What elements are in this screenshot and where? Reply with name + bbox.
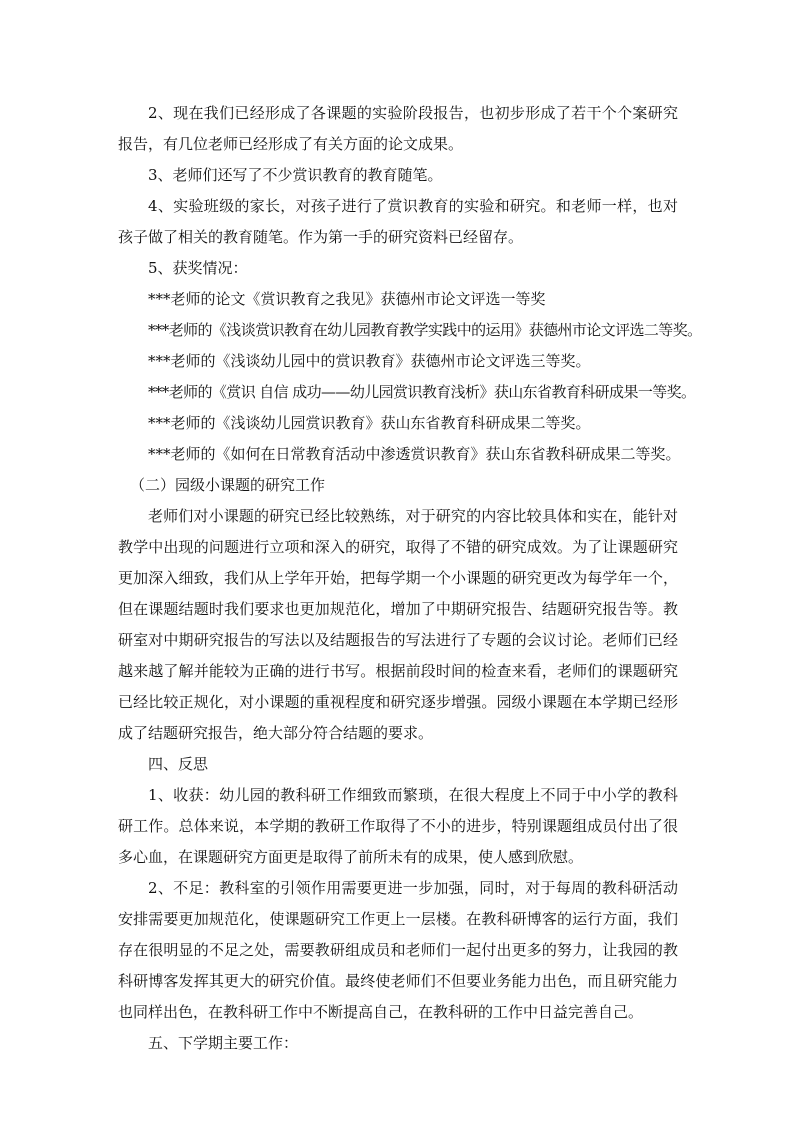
section-title-next-term: 五、下学期主要工作：	[148, 1034, 299, 1052]
document-body	[118, 98, 702, 1059]
section-title-reflection: 四、反思	[148, 755, 209, 773]
paragraph-achievement-reports: 2、现在我们已经形成了各课题的实验阶段报告，也初步形成了若干个个案研究报告，有几位老师已经形成了有关方面的论文成果。	[118, 104, 678, 153]
award-item: ***老师的《如何在日常教育活动中渗透赏识教育》获山东省教科研成果二等奖。	[148, 445, 681, 463]
paragraph-small-topics: 老师们对小课题的研究已经比较熟练，对于研究的内容比较具体和实在，能针对教学中出现的问题进行立项和深入的研究，取得了不错的研究成效。为了让课题研究更加深入细致，我们从上学年开始，把每学期一个小课题的研究更改为每学年一个，但在课题结题时我们要求也更加规范化，增加了中期研究报告、结题研究报告等。教研室对中期研究报告的写法以及结题报告的写法进行了专题的会议讨论。老师们已经越来越了解并能较为正确的进行书写。根据前段时间的检查来看，老师们的课题研究已经比较正规化，对小课题的重视程度和研究逐步增强。园级小课题在本学期已经形成了结题研究报告，绝大部分符合结题的要求。	[118, 507, 678, 742]
section-title-small-topics: （二）园级小课题的研究工作	[130, 476, 326, 494]
award-item: ***老师的《浅谈幼儿园赏识教育》获山东省教育科研成果二等奖。	[148, 414, 591, 432]
paragraph-parents-research: 4、实验班级的家长，对孩子进行了赏识教育的实验和研究。和老师一样，也对孩子做了相关的教育随笔。作为第一手的研究资料已经留存。	[118, 197, 678, 246]
paragraph-awards-heading: 5、获奖情况：	[148, 259, 248, 277]
paragraph-education-essays: 3、老师们还写了不少赏识教育的教育随笔。	[148, 166, 443, 184]
award-item: ***老师的《浅谈赏识教育在幼儿园教育教学实践中的运用》获德州市论文评选二等奖。	[148, 321, 702, 339]
award-item: ***老师的《赏识 自信 成功——幼儿园赏识教育浅析》获山东省教育科研成果一等奖。	[148, 383, 696, 401]
paragraph-shortcomings: 2、不足：教科室的引领作用需要更进一步加强，同时，对于每周的教科研活动安排需要更加规范化，使课题研究工作更上一层楼。在教科研博客的运行方面，我们存在很明显的不足之处，需要教研组成员和老师们一起付出更多的努力，让我园的教科研博客发挥其更大的研究价值。最终使老师们不但要业务能力出色，而且研究能力也同样出色，在教科研工作中不断提高自己，在教科研的工作中日益完善自己。	[118, 879, 678, 1021]
paragraph-gains: 1、收获：幼儿园的教科研工作细致而繁琐，在很大程度上不同于中小学的教科研工作。总体来说，本学期的教研工作取得了不小的进步，特别课题组成员付出了很多心血，在课题研究方面更是取得了前所未有的成果，使人感到欣慰。	[118, 786, 678, 866]
award-item: ***老师的论文《赏识教育之我见》获德州市论文评选一等奖	[148, 290, 546, 308]
award-item: ***老师的《浅谈幼儿园中的赏识教育》获德州市论文评选三等奖。	[148, 352, 591, 370]
